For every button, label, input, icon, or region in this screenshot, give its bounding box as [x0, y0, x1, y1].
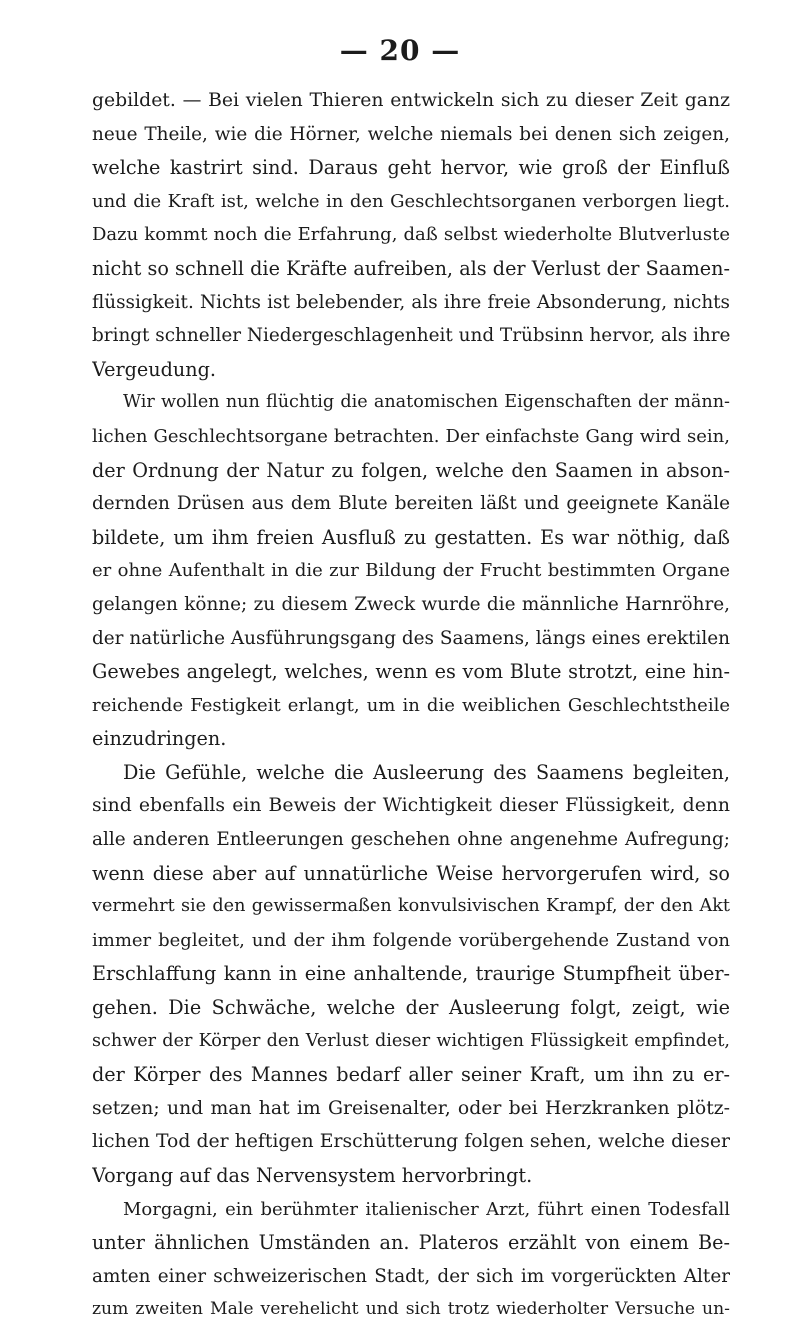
text-line: setzen; und man hat im Greisenalter, oder bei Herzkranken plötz-	[92, 1097, 730, 1119]
text-line: lichen Tod der heftigen Erschütterung folgen sehen, welche dieser	[92, 1131, 730, 1153]
page-number: — 20 —	[339, 34, 461, 67]
text-line: einzudringen.	[92, 727, 227, 751]
text-line: Gewebes angelegt, welches, wenn es vom Blute strotzt, eine hin-	[92, 660, 730, 684]
text-line: Wir wollen nun flüchtig die anatomischen Eigenschaften der männ-	[123, 392, 730, 413]
text-line: vermehrt sie den gewissermaßen konvulsivischen Krampf, der den Akt	[92, 896, 730, 917]
text-line: der Ordnung der Natur zu folgen, welche den Saamen in abson-	[92, 458, 730, 482]
text-line: er ohne Aufenthalt in die zur Bildung der Frucht bestimmten Organe	[92, 560, 730, 582]
text-line: der natürliche Ausführungsgang des Saamens, längs eines erektilen	[92, 627, 730, 649]
text-line: Vergeudung.	[92, 357, 216, 381]
text-line: bildete, um ihm freien Ausfluß zu gestatten. Es war nöthig, daß	[92, 525, 730, 549]
text-line: amten einer schweizerischen Stadt, der sich im vorgerückten Alter	[92, 1265, 730, 1287]
text-line: schwer der Körper den Verlust dieser wichtigen Flüssigkeit empfindet,	[92, 1030, 730, 1051]
text-line: zum zweiten Male verehelicht und sich trotz wiederholter Versuche un-	[92, 1299, 730, 1320]
text-line: der Körper des Mannes bedarf aller seiner Kraft, um ihn zu er-	[92, 1063, 730, 1087]
text-line: und die Kraft ist, welche in den Geschlechtsorganen verborgen liegt.	[92, 190, 730, 212]
text-line: immer begleitet, und der ihm folgende vorübergehende Zustand von	[92, 929, 730, 951]
text-line: gehen. Die Schwäche, welche der Ausleerung folgt, zeigt, wie	[92, 996, 730, 1020]
text-line: bringt schneller Niedergeschlagenheit und Trübsinn hervor, als ihre	[92, 325, 730, 347]
text-line: Erschlaffung kann in eine anhaltende, traurige Stumpfheit über-	[92, 962, 730, 986]
text-line: gebildet. — Bei vielen Thieren entwickeln sich zu dieser Zeit ganz	[92, 90, 730, 111]
text-line: alle anderen Entleerungen geschehen ohne angenehme Aufregung;	[92, 829, 730, 851]
text-line: dernden Drüsen aus dem Blute bereiten läßt und geeignete Kanäle	[92, 493, 730, 515]
body-text	[92, 84, 730, 1327]
text-line: unter ähnlichen Umständen an. Plateros erzählt von einem Be-	[92, 1231, 730, 1255]
text-line: Morgagni, ein berühmter italienischer Arzt, führt einen Todesfall	[123, 1198, 730, 1220]
text-line: sind ebenfalls ein Beweis der Wichtigkeit dieser Flüssigkeit, denn	[92, 795, 730, 817]
text-line: nicht so schnell die Kräfte aufreiben, als der Verlust der Saamen-	[92, 256, 730, 280]
text-line: Dazu kommt noch die Erfahrung, daß selbst wiederholte Blutverluste	[92, 224, 730, 246]
text-line: Die Gefühle, welche die Ausleerung des Saamens begleiten,	[123, 760, 730, 784]
text-line: flüssigkeit. Nichts ist belebender, als ihre freie Absonderung, nichts	[92, 291, 730, 313]
text-line: neue Theile, wie die Hörner, welche niemals bei denen sich zeigen,	[92, 123, 730, 145]
text-line: reichende Festigkeit erlangt, um in die weiblichen Geschlechtstheile	[92, 694, 730, 716]
text-line: welche kastrirt sind. Daraus geht hervor, wie groß der Einfluß	[92, 156, 730, 180]
text-line: wenn diese aber auf unnatürliche Weise hervorgerufen wird, so	[92, 861, 730, 885]
text-line: lichen Geschlechtsorgane betrachten. Der einfachste Gang wird sein,	[92, 425, 730, 447]
text-line: Vorgang auf das Nervensystem hervorbringt.	[92, 1164, 533, 1187]
text-line: gelangen könne; zu diesem Zweck wurde die männliche Harnröhre,	[92, 593, 730, 615]
